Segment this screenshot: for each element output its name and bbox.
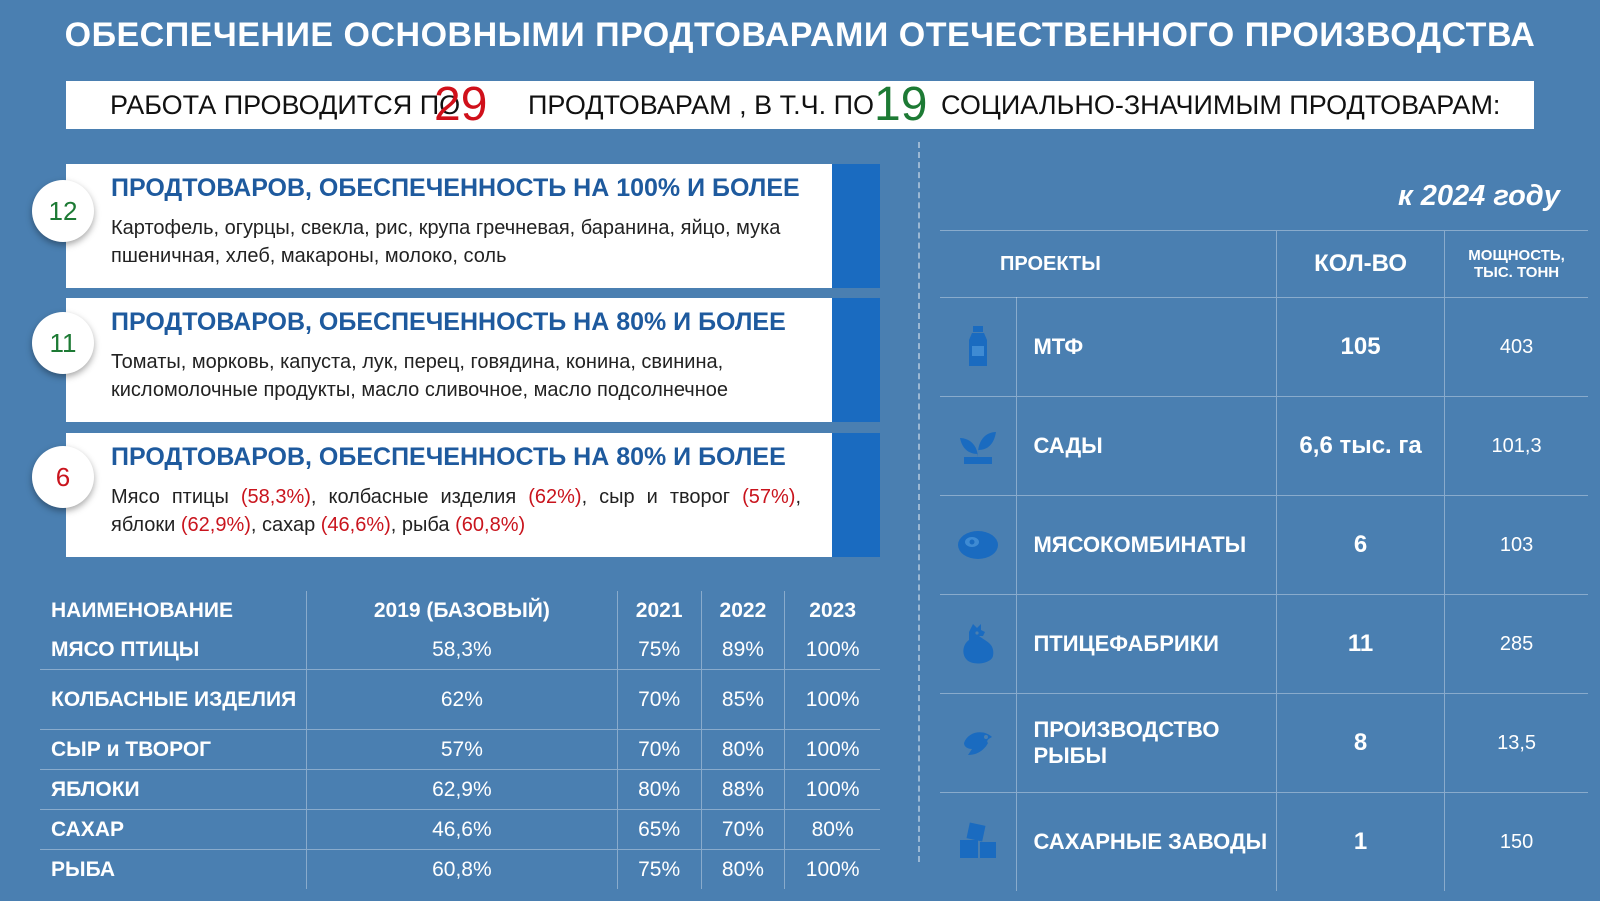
column-header: 2019 (БАЗОВЫЙ) xyxy=(307,591,618,630)
card-below-80-percent xyxy=(66,433,880,557)
rooster-icon xyxy=(959,622,997,666)
sprout-icon xyxy=(958,428,998,464)
cell-value: 80% xyxy=(785,810,880,850)
table-row xyxy=(940,496,1588,595)
table-row xyxy=(940,793,1588,892)
project-name: САДЫ xyxy=(1017,397,1277,496)
table-row xyxy=(940,397,1588,496)
table-row xyxy=(40,770,880,810)
column-header-projects: ПРОЕКТЫ xyxy=(940,231,1277,298)
card-heading: ПРОДТОВАРОВ, ОБЕСПЕЧЕННОСТЬ НА 80% И БОЛЕЕ xyxy=(111,308,786,336)
count-badge: 12 xyxy=(32,180,94,242)
column-header: 2021 xyxy=(617,591,701,630)
cell-value: 80% xyxy=(701,850,785,890)
project-capacity: 103 xyxy=(1445,496,1588,595)
cell-value: 85% xyxy=(701,670,785,730)
project-capacity: 13,5 xyxy=(1445,694,1588,793)
cell-name: КОЛБАСНЫЕ ИЗДЕЛИЯ xyxy=(40,670,307,730)
column-divider xyxy=(918,142,920,862)
card-80-percent xyxy=(66,298,880,422)
cell-value: 89% xyxy=(701,630,785,670)
cell-value: 60,8% xyxy=(307,850,618,890)
item-percent: (57%) xyxy=(742,486,796,508)
cell-value: 70% xyxy=(617,730,701,770)
card-body: Картофель, огурцы, свекла, рис, крупа гречневая, баранина, яйцо, мука пшеничная, хлеб, макароны, молоко, соль xyxy=(111,217,781,267)
cell-value: 100% xyxy=(785,670,880,730)
cell-name: РЫБА xyxy=(40,850,307,890)
summary-text-1: РАБОТА ПРОВОДИТСЯ ПО xyxy=(110,90,461,120)
card-stripe xyxy=(832,433,880,557)
table-row xyxy=(40,630,880,670)
card-body: Томаты, морковь, капуста, лук, перец, говядина, конина, свинина, кисломолочные продукты, масло сливочное, масло подсолнечное xyxy=(111,351,729,401)
project-name: ПРОИЗВОДСТВО РЫБЫ xyxy=(1017,694,1277,793)
cell-value: 75% xyxy=(617,850,701,890)
project-count: 105 xyxy=(1277,298,1445,397)
item-percent: (58,3%) xyxy=(240,486,311,508)
row-icon-cell xyxy=(940,397,1017,496)
cell-name: МЯСО ПТИЦЫ xyxy=(51,637,200,661)
table-row xyxy=(940,298,1588,397)
count-badge: 6 xyxy=(32,446,94,508)
milk-bottle-icon xyxy=(965,326,991,368)
summary-bar xyxy=(66,78,1534,131)
summary-social-number: 19 xyxy=(874,78,928,131)
row-icon-cell xyxy=(940,793,1017,892)
cell-value: 70% xyxy=(701,810,785,850)
cell-value: 100% xyxy=(785,850,880,890)
project-count: 6,6 тыс. га xyxy=(1277,397,1445,496)
project-capacity: 150 xyxy=(1445,793,1588,892)
cell-value: 62% xyxy=(307,670,618,730)
cell-value: 58,3% xyxy=(307,630,618,670)
summary-text-3: СОЦИАЛЬНО-ЗНАЧИМЫМ ПРОДТОВАРАМ: xyxy=(941,90,1501,120)
cell-value: 57% xyxy=(307,730,618,770)
column-header-capacity: МОЩНОСТЬ, ТЫС. ТОНН xyxy=(1445,231,1588,298)
cell-name: ЯБЛОКИ xyxy=(40,770,307,810)
project-name: МЯСОКОМБИНАТЫ xyxy=(1017,496,1277,595)
card-100-percent xyxy=(66,164,880,288)
project-name: ПТИЦЕФАБРИКИ xyxy=(1017,595,1277,694)
item-name: Мясо птицы xyxy=(111,486,229,508)
card-heading: ПРОДТОВАРОВ, ОБЕСПЕЧЕННОСТЬ НА 80% И БОЛЕЕ xyxy=(111,443,786,471)
cell-value: 70% xyxy=(617,670,701,730)
target-year-label: к 2024 году xyxy=(1398,180,1560,212)
row-icon-cell xyxy=(940,694,1017,793)
table-row xyxy=(940,595,1588,694)
card-heading: ПРОДТОВАРОВ, ОБЕСПЕЧЕННОСТЬ НА 100% И БОЛЕЕ xyxy=(111,174,800,202)
table-row xyxy=(40,670,880,730)
project-name: САХАРНЫЕ ЗАВОДЫ xyxy=(1017,793,1277,892)
item-name: рыба xyxy=(401,514,450,536)
item-percent: (62,9%) xyxy=(180,514,251,536)
cell-value: 46,6% xyxy=(307,810,618,850)
card-stripe xyxy=(832,298,880,422)
cell-value: 100% xyxy=(785,730,880,770)
item-name: колбасные изделия xyxy=(328,486,517,508)
cell-value: 62,9% xyxy=(307,770,618,810)
table-row xyxy=(940,694,1588,793)
fish-icon xyxy=(958,725,998,761)
row-icon-cell xyxy=(940,298,1017,397)
column-header: 2023 xyxy=(785,591,880,630)
column-header: 2022 xyxy=(701,591,785,630)
projects-table xyxy=(940,230,1588,891)
item-name: сахар xyxy=(262,514,316,536)
project-capacity: 101,3 xyxy=(1445,397,1588,496)
summary-text-2: ПРОДТОВАРАМ , В Т.Ч. ПО xyxy=(528,90,875,120)
cell-value: 80% xyxy=(701,730,785,770)
item-percent: (60,8%) xyxy=(455,514,526,536)
cell-value: 65% xyxy=(617,810,701,850)
row-icon-cell xyxy=(940,595,1017,694)
table-row xyxy=(40,730,880,770)
project-count: 1 xyxy=(1277,793,1445,892)
count-badge: 11 xyxy=(32,312,94,374)
meat-icon xyxy=(957,529,999,561)
column-header: НАИМЕНОВАНИЕ xyxy=(51,598,233,622)
item-name: яблоки xyxy=(111,514,176,536)
cell-value: 80% xyxy=(617,770,701,810)
card-stripe xyxy=(832,164,880,288)
item-percent: (62%) xyxy=(528,486,582,508)
item-percent: (46,6%) xyxy=(320,514,391,536)
cell-name: СЫР и ТВОРОГ xyxy=(40,730,307,770)
table-header-row xyxy=(40,591,880,630)
project-capacity: 285 xyxy=(1445,595,1588,694)
column-header-count: КОЛ-ВО xyxy=(1277,231,1445,298)
table-header-row xyxy=(940,231,1588,298)
project-count: 8 xyxy=(1277,694,1445,793)
card-body: Мясо птицы (58,3%), колбасные изделия (62%), сыр и творог (57%), яблоки (62,9%), сахар (46,6%), рыба (60,8%) xyxy=(111,486,801,536)
cell-name: САХАР xyxy=(40,810,307,850)
table-row xyxy=(40,810,880,850)
cell-value: 75% xyxy=(617,630,701,670)
item-name: сыр и творог xyxy=(599,486,731,508)
table-row xyxy=(40,850,880,890)
cell-value: 100% xyxy=(785,770,880,810)
cell-value: 100% xyxy=(785,630,880,670)
project-name: МТФ xyxy=(1017,298,1277,397)
cell-value: 88% xyxy=(701,770,785,810)
project-count: 6 xyxy=(1277,496,1445,595)
supply-stats-table xyxy=(40,591,880,889)
sugar-cubes-icon xyxy=(958,822,998,862)
summary-total-number: 29 xyxy=(434,78,488,131)
row-icon-cell xyxy=(940,496,1017,595)
project-capacity: 403 xyxy=(1445,298,1588,397)
project-count: 11 xyxy=(1277,595,1445,694)
page-title: ОБЕСПЕЧЕНИЕ ОСНОВНЫМИ ПРОДТОВАРАМИ ОТЕЧЕСТВЕННОГО ПРОИЗВОДСТВА xyxy=(64,16,1536,54)
